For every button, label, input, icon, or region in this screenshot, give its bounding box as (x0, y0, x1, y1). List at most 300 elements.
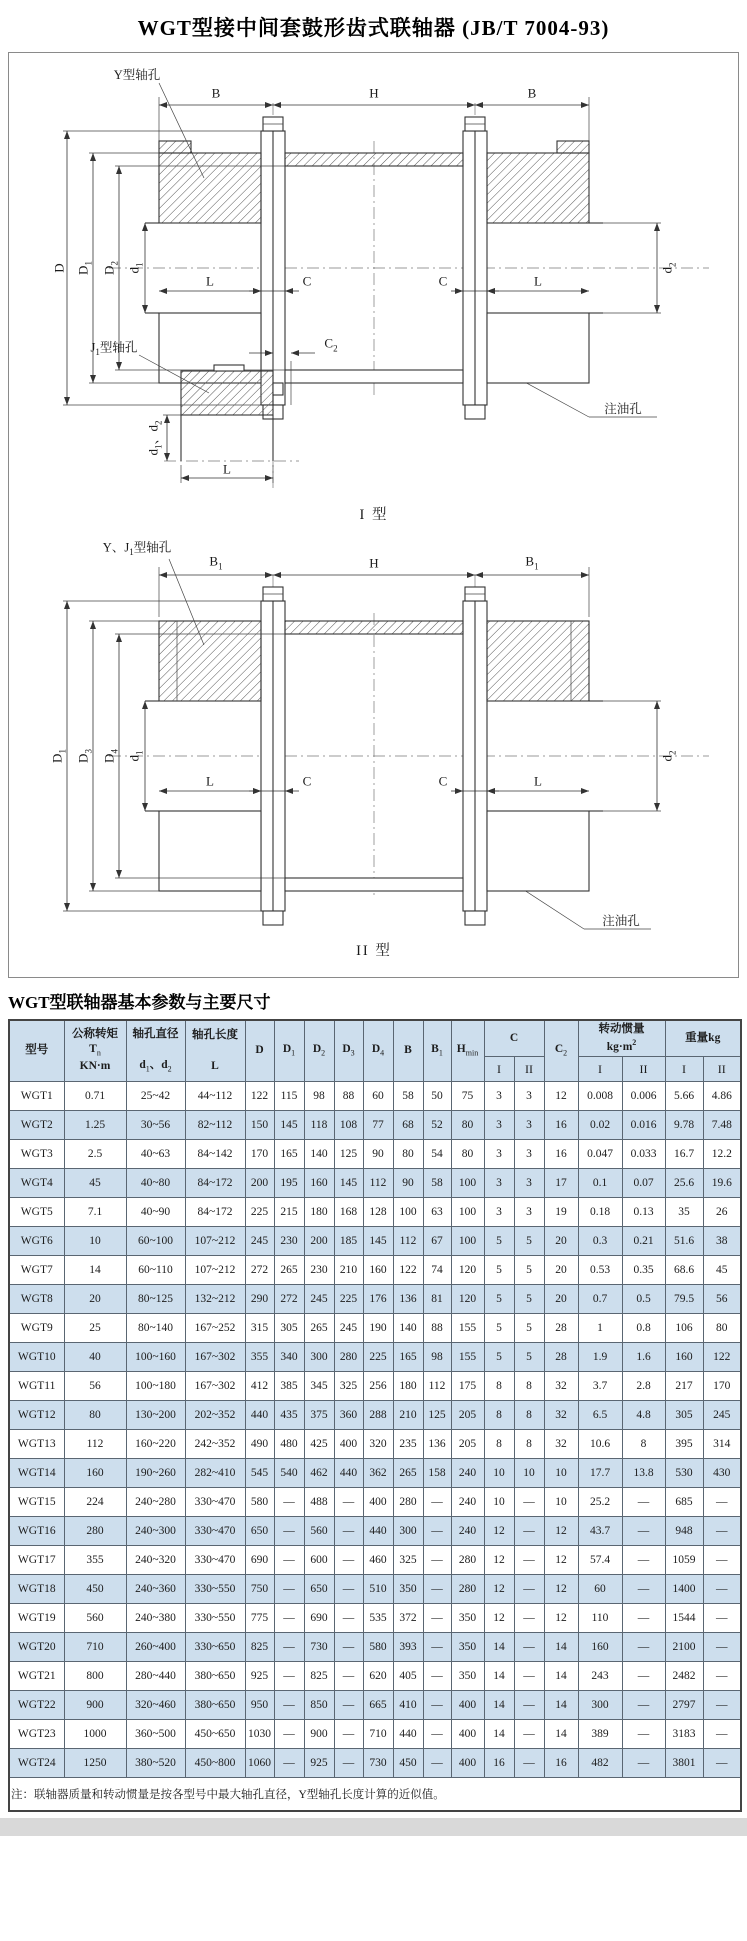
cell: 158 (423, 1458, 451, 1487)
dim-label-b-right: B (527, 85, 537, 101)
cell: 3 (514, 1139, 544, 1168)
cell: 14 (544, 1719, 578, 1748)
cell: 100~160 (126, 1342, 185, 1371)
cell: 165 (393, 1342, 423, 1371)
cell: 68 (393, 1110, 423, 1139)
cell: 16.7 (665, 1139, 703, 1168)
cell: 12 (484, 1516, 514, 1545)
cell: 380~520 (126, 1748, 185, 1777)
cell: 225 (334, 1284, 363, 1313)
cell: 40~90 (126, 1197, 185, 1226)
cell: 230 (304, 1255, 334, 1284)
col-header-D1: $D_1$ (274, 1020, 304, 1081)
cell: 210 (334, 1255, 363, 1284)
table-row (9, 1081, 741, 1110)
cell: 400 (451, 1690, 484, 1719)
cell: — (274, 1545, 304, 1574)
cell: 375 (304, 1400, 334, 1429)
table-row (9, 1429, 741, 1458)
cell: 3 (484, 1197, 514, 1226)
cell: 12 (544, 1516, 578, 1545)
dim-label-c-right-2: C (438, 773, 448, 789)
cell: WGT7 (9, 1255, 64, 1284)
cell: 393 (393, 1632, 423, 1661)
cell: 5 (514, 1226, 544, 1255)
col-header-B1: $B_1$ (423, 1020, 451, 1081)
cell: 1.25 (64, 1110, 126, 1139)
col-header-D4: $D_4$ (363, 1020, 393, 1081)
cell: 67 (423, 1226, 451, 1255)
cell: 440 (363, 1516, 393, 1545)
cell: — (622, 1603, 665, 1632)
dim-label-c-right: C (438, 273, 448, 289)
cell: 79.5 (665, 1284, 703, 1313)
cell: 5.66 (665, 1081, 703, 1110)
cell: 730 (304, 1632, 334, 1661)
cell: 175 (451, 1371, 484, 1400)
cell: 380~650 (185, 1690, 245, 1719)
cell: — (274, 1487, 304, 1516)
cell: 0.8 (622, 1313, 665, 1342)
annotation-oil-hole-1: 注油孔 (604, 401, 642, 416)
cell: 107~212 (185, 1255, 245, 1284)
cell: 75 (451, 1081, 484, 1110)
cell: — (514, 1545, 544, 1574)
table-row (9, 1371, 741, 1400)
cell: 200 (245, 1168, 274, 1197)
cell: 240 (451, 1458, 484, 1487)
cell: 750 (245, 1574, 274, 1603)
cell: 3801 (665, 1748, 703, 1777)
cell: 136 (423, 1429, 451, 1458)
cell: 107~212 (185, 1226, 245, 1255)
cell: 5 (514, 1313, 544, 1342)
cell: WGT11 (9, 1371, 64, 1400)
cell: 20 (544, 1284, 578, 1313)
cell: 282~410 (185, 1458, 245, 1487)
cell: — (703, 1487, 741, 1516)
col-header-weight-I: I (665, 1056, 703, 1081)
type1-caption: I 型 (359, 506, 389, 523)
dim-label-c-left: C (302, 273, 312, 289)
cell: 240 (451, 1516, 484, 1545)
cell: WGT1 (9, 1081, 64, 1110)
spec-table (8, 1019, 742, 1812)
cell: 950 (245, 1690, 274, 1719)
cell: 288 (363, 1400, 393, 1429)
cell: 272 (245, 1255, 274, 1284)
spec-table-body (9, 1081, 741, 1777)
cell: 100 (393, 1197, 423, 1226)
cell: 167~252 (185, 1313, 245, 1342)
dim-label-l-left: L (206, 273, 214, 289)
cell: 16 (544, 1748, 578, 1777)
cell: 12.2 (703, 1139, 741, 1168)
cell: 0.047 (578, 1139, 622, 1168)
cell: — (703, 1545, 741, 1574)
cell: 155 (451, 1342, 484, 1371)
cell: WGT5 (9, 1197, 64, 1226)
cell: 8 (514, 1371, 544, 1400)
cell: — (622, 1487, 665, 1516)
cell: 850 (304, 1690, 334, 1719)
cell: 0.13 (622, 1197, 665, 1226)
cell: WGT14 (9, 1458, 64, 1487)
cell: 225 (363, 1342, 393, 1371)
cell: — (622, 1690, 665, 1719)
cell: 1000 (64, 1719, 126, 1748)
cell: WGT2 (9, 1110, 64, 1139)
cell: 160 (363, 1255, 393, 1284)
cell: 12 (484, 1574, 514, 1603)
table-row (9, 1284, 741, 1313)
cell: 125 (423, 1400, 451, 1429)
cell: 108 (334, 1110, 363, 1139)
cell: — (334, 1748, 363, 1777)
cell: — (334, 1545, 363, 1574)
col-header-C-II: II (514, 1056, 544, 1081)
cell: 80 (451, 1110, 484, 1139)
cell: — (703, 1574, 741, 1603)
cell: 19.6 (703, 1168, 741, 1197)
cell: 825 (245, 1632, 274, 1661)
cell: 10 (514, 1458, 544, 1487)
cell: — (423, 1516, 451, 1545)
cell: 25.2 (578, 1487, 622, 1516)
cell: 265 (393, 1458, 423, 1487)
cell: — (622, 1748, 665, 1777)
cell: 3 (514, 1081, 544, 1110)
table-row (9, 1719, 741, 1748)
cell: 245 (304, 1284, 334, 1313)
dim-label-D3: $D_3$ (75, 749, 94, 763)
cell: 290 (245, 1284, 274, 1313)
cell: WGT23 (9, 1719, 64, 1748)
cell: 14 (484, 1661, 514, 1690)
cell: 81 (423, 1284, 451, 1313)
cell: 12 (484, 1545, 514, 1574)
cell: — (514, 1487, 544, 1516)
cell: 240~300 (126, 1516, 185, 1545)
cell: 60~110 (126, 1255, 185, 1284)
cell: 450~800 (185, 1748, 245, 1777)
cell: 63 (423, 1197, 451, 1226)
cell: 14 (484, 1719, 514, 1748)
cell: WGT3 (9, 1139, 64, 1168)
cell: 440 (334, 1458, 363, 1487)
cell: 0.016 (622, 1110, 665, 1139)
cell: 28 (544, 1313, 578, 1342)
cell: 8 (514, 1429, 544, 1458)
cell: 56 (64, 1371, 126, 1400)
cell: 3183 (665, 1719, 703, 1748)
cell: 56 (703, 1284, 741, 1313)
cell: 300 (578, 1690, 622, 1719)
cell: 350 (393, 1574, 423, 1603)
cell: 460 (363, 1545, 393, 1574)
cell: 380~650 (185, 1661, 245, 1690)
cell: 410 (393, 1690, 423, 1719)
cell: 3 (484, 1139, 514, 1168)
cell: 120 (451, 1255, 484, 1284)
cell: 3 (514, 1168, 544, 1197)
cell: 650 (245, 1516, 274, 1545)
cell: 100~180 (126, 1371, 185, 1400)
cell: — (274, 1516, 304, 1545)
cell: — (334, 1690, 363, 1719)
cell: 0.53 (578, 1255, 622, 1284)
cell: 16 (544, 1110, 578, 1139)
cell: 400 (451, 1719, 484, 1748)
col-header-bore-diameter: 轴孔直径 $d_1$、$d_2$ (126, 1020, 185, 1081)
cell: 122 (245, 1081, 274, 1110)
cell: 535 (363, 1603, 393, 1632)
cell: 450~650 (185, 1719, 245, 1748)
table-row (9, 1574, 741, 1603)
cell: 10 (64, 1226, 126, 1255)
cell: 74 (423, 1255, 451, 1284)
cell: — (274, 1690, 304, 1719)
cell: — (274, 1632, 304, 1661)
cell: 450 (393, 1748, 423, 1777)
dim-label-l-right-2: L (534, 773, 542, 789)
table-row (9, 1690, 741, 1719)
cell: 20 (64, 1284, 126, 1313)
cell: 51.6 (665, 1226, 703, 1255)
cell: 1.6 (622, 1342, 665, 1371)
cell: 100 (451, 1168, 484, 1197)
cell: 435 (274, 1400, 304, 1429)
cell: — (334, 1632, 363, 1661)
cell: 600 (304, 1545, 334, 1574)
cell: 2797 (665, 1690, 703, 1719)
cell: 32 (544, 1429, 578, 1458)
type1-drawing-graphic (9, 53, 740, 533)
cell: 0.1 (578, 1168, 622, 1197)
cell: 170 (245, 1139, 274, 1168)
cell: — (423, 1574, 451, 1603)
cell: 115 (274, 1081, 304, 1110)
cell: 57.4 (578, 1545, 622, 1574)
annotation-y-bore: Y型轴孔 (113, 67, 161, 82)
cell: 0.3 (578, 1226, 622, 1255)
cell: 5 (514, 1255, 544, 1284)
cell: 8 (514, 1400, 544, 1429)
cell: 125 (334, 1139, 363, 1168)
cell: 215 (274, 1197, 304, 1226)
cell: 482 (578, 1748, 622, 1777)
cell: — (622, 1719, 665, 1748)
cell: 170 (703, 1371, 741, 1400)
cell: 355 (64, 1545, 126, 1574)
cell: 400 (334, 1429, 363, 1458)
cell: 5 (484, 1284, 514, 1313)
cell: 245 (334, 1313, 363, 1342)
cell: 685 (665, 1487, 703, 1516)
cell: 440 (393, 1719, 423, 1748)
cell: 272 (274, 1284, 304, 1313)
cell: 230 (274, 1226, 304, 1255)
cell: — (274, 1661, 304, 1690)
cell: 190~260 (126, 1458, 185, 1487)
cell: — (703, 1603, 741, 1632)
cell: 0.033 (622, 1139, 665, 1168)
cell: 160~220 (126, 1429, 185, 1458)
cell: WGT15 (9, 1487, 64, 1516)
dim-label-c-left-2: C (302, 773, 312, 789)
cell: 12 (544, 1574, 578, 1603)
cell: 160 (665, 1342, 703, 1371)
col-header-C-I: I (484, 1056, 514, 1081)
cell: 10.6 (578, 1429, 622, 1458)
cell: 217 (665, 1371, 703, 1400)
cell: 190 (363, 1313, 393, 1342)
cell: 360 (334, 1400, 363, 1429)
section-title: WGT型联轴器基本参数与主要尺寸 (8, 993, 271, 1012)
cell: 330~470 (185, 1487, 245, 1516)
drawing-panel (8, 52, 739, 978)
table-row (9, 1632, 741, 1661)
dim-label-D: D (51, 263, 67, 273)
table-row (9, 1197, 741, 1226)
cell: 925 (304, 1748, 334, 1777)
cell: 40 (64, 1342, 126, 1371)
cell: 205 (451, 1400, 484, 1429)
cell: 320 (363, 1429, 393, 1458)
cell: 412 (245, 1371, 274, 1400)
cell: 560 (64, 1603, 126, 1632)
cell: 9.78 (665, 1110, 703, 1139)
cell: 345 (304, 1371, 334, 1400)
cell: 360~500 (126, 1719, 185, 1748)
cell: 362 (363, 1458, 393, 1487)
cell: 300 (393, 1516, 423, 1545)
note-row (9, 1777, 741, 1811)
cell: 12 (544, 1603, 578, 1632)
cell: 106 (665, 1313, 703, 1342)
cell: 6.5 (578, 1400, 622, 1429)
cell: 14 (64, 1255, 126, 1284)
cell: 265 (304, 1313, 334, 1342)
cell: — (622, 1632, 665, 1661)
cell: 80~140 (126, 1313, 185, 1342)
cell: 240 (451, 1487, 484, 1516)
cell: 155 (451, 1313, 484, 1342)
cell: 530 (665, 1458, 703, 1487)
cell: 25 (64, 1313, 126, 1342)
cell: 140 (304, 1139, 334, 1168)
cell: 8 (484, 1371, 514, 1400)
cell: 440 (245, 1400, 274, 1429)
annotation-oil-hole-2: 注油孔 (602, 913, 640, 928)
cell: WGT8 (9, 1284, 64, 1313)
cell: — (334, 1603, 363, 1632)
cell: 200 (304, 1226, 334, 1255)
cell: 210 (393, 1400, 423, 1429)
cell: 80 (703, 1313, 741, 1342)
cell: 240~280 (126, 1487, 185, 1516)
cell: 25~42 (126, 1081, 185, 1110)
cell: 330~650 (185, 1632, 245, 1661)
cell: 710 (363, 1719, 393, 1748)
cell: 350 (451, 1603, 484, 1632)
cell: 8 (622, 1429, 665, 1458)
cell: 385 (274, 1371, 304, 1400)
cell: — (423, 1661, 451, 1690)
cell: WGT22 (9, 1690, 64, 1719)
cell: 800 (64, 1661, 126, 1690)
cell: 20 (544, 1226, 578, 1255)
cell: 0.006 (622, 1081, 665, 1110)
cell: 14 (484, 1690, 514, 1719)
table-row (9, 1603, 741, 1632)
cell: 0.5 (622, 1284, 665, 1313)
cell: — (703, 1719, 741, 1748)
cell: 112 (64, 1429, 126, 1458)
cell: — (334, 1487, 363, 1516)
dim-label-b-left: B (211, 85, 221, 101)
cell: 88 (423, 1313, 451, 1342)
cell: 280 (393, 1487, 423, 1516)
cell: 84~172 (185, 1197, 245, 1226)
cell: 176 (363, 1284, 393, 1313)
cell: — (423, 1545, 451, 1574)
col-header-inertia-II: II (622, 1056, 665, 1081)
table-row (9, 1748, 741, 1777)
cell: 98 (304, 1081, 334, 1110)
dim-label-d2-bore: $d_2$ (659, 262, 678, 274)
cell: — (334, 1574, 363, 1603)
cell: 35 (665, 1197, 703, 1226)
cell: 280 (451, 1574, 484, 1603)
cell: WGT19 (9, 1603, 64, 1632)
cell: 462 (304, 1458, 334, 1487)
table-row (9, 1487, 741, 1516)
cell: 2.8 (622, 1371, 665, 1400)
cell: 112 (363, 1168, 393, 1197)
cell: — (514, 1690, 544, 1719)
drawing-type2 (9, 533, 738, 965)
cell: WGT21 (9, 1661, 64, 1690)
cell: 44~112 (185, 1081, 245, 1110)
cell: 775 (245, 1603, 274, 1632)
cell: 16 (544, 1139, 578, 1168)
cell: 450 (64, 1574, 126, 1603)
cell: 3 (484, 1110, 514, 1139)
cell: 314 (703, 1429, 741, 1458)
table-row (9, 1516, 741, 1545)
cell: 545 (245, 1458, 274, 1487)
cell: 710 (64, 1632, 126, 1661)
cell: — (703, 1690, 741, 1719)
cell: 52 (423, 1110, 451, 1139)
dim-label-c2: $C_2$ (324, 335, 338, 354)
cell: 5 (484, 1313, 514, 1342)
cell: 900 (64, 1690, 126, 1719)
cell: 195 (274, 1168, 304, 1197)
cell: 730 (363, 1748, 393, 1777)
cell: 350 (451, 1632, 484, 1661)
cell: — (334, 1661, 363, 1690)
cell: — (274, 1719, 304, 1748)
cell: 17.7 (578, 1458, 622, 1487)
cell: 480 (274, 1429, 304, 1458)
cell: — (423, 1603, 451, 1632)
col-header-weight-II: II (703, 1056, 741, 1081)
cell: 3.7 (578, 1371, 622, 1400)
cell: — (423, 1632, 451, 1661)
cell: 167~302 (185, 1371, 245, 1400)
